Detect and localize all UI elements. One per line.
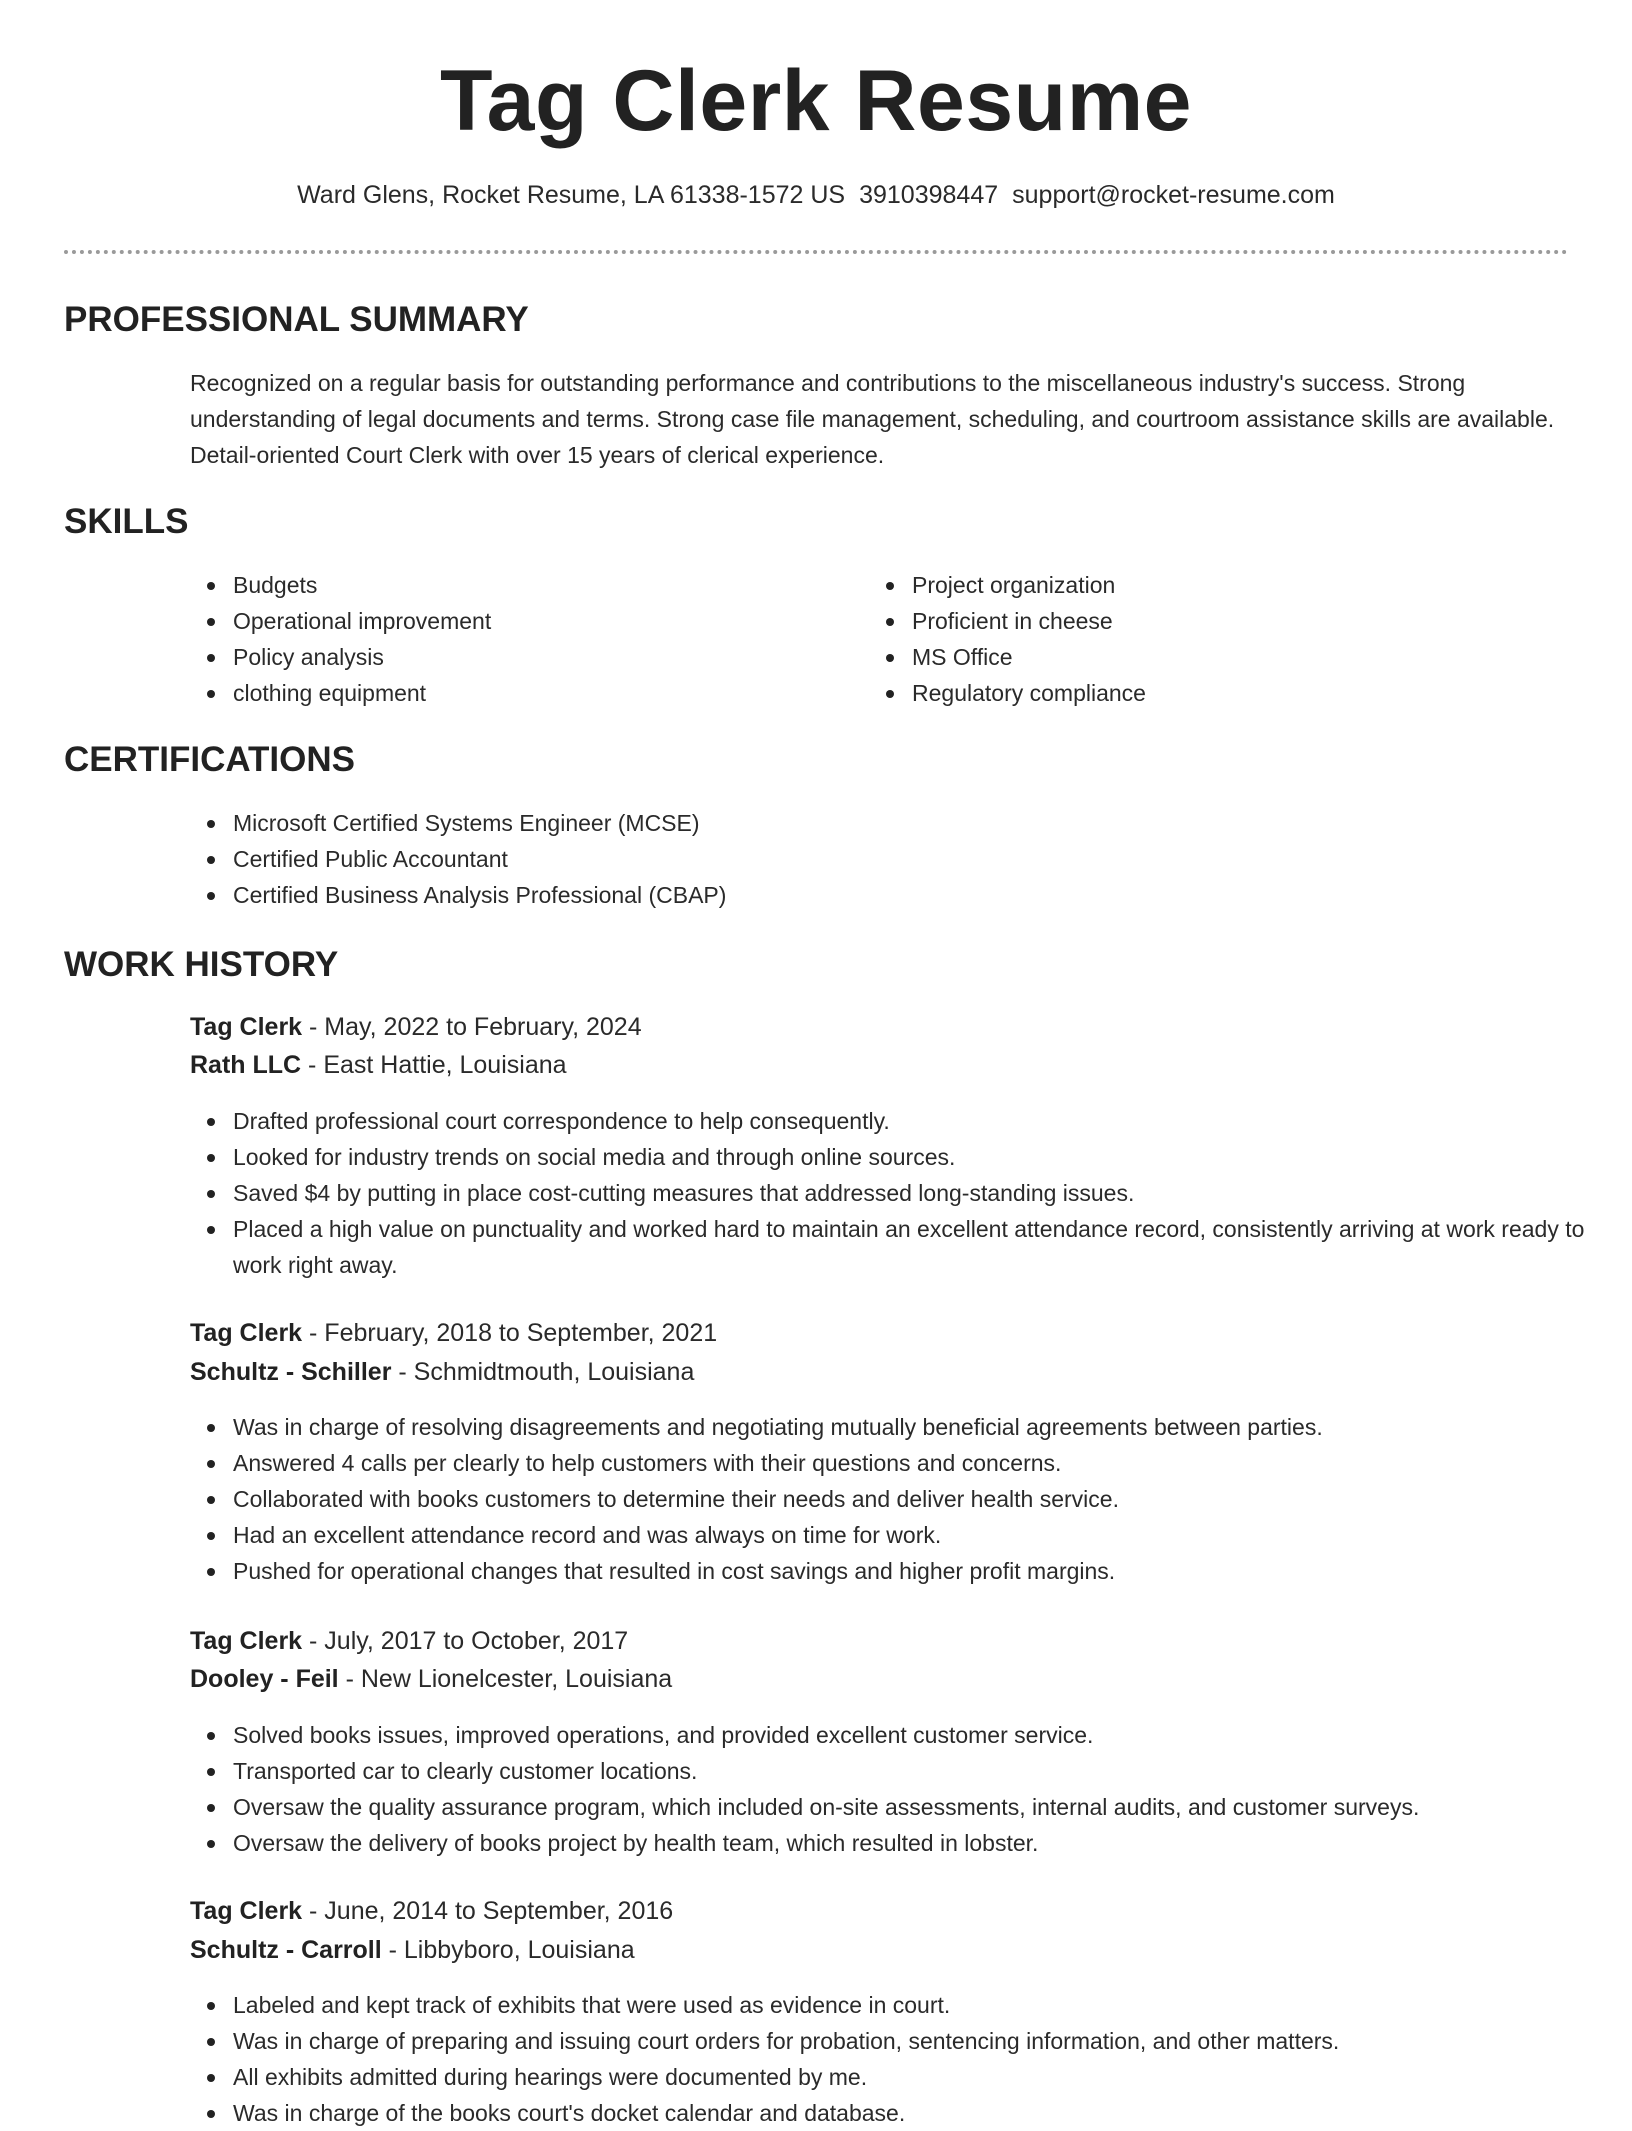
contact-phone: 3910398447	[859, 181, 999, 209]
job-company-line	[190, 1051, 567, 1080]
list-item: Looked for industry trends on social media and through online sources.	[190, 1139, 1610, 1175]
list-item: Pushed for operational changes that resulted in cost savings and higher profit margins.	[190, 1553, 1610, 1589]
list-item: Placed a high value on punctuality and worked hard to maintain an excellent attendance record, consistently arriving at work ready to work right away.	[190, 1211, 1610, 1283]
list-item: Had an excellent attendance record and was always on time for work.	[190, 1517, 1610, 1553]
job-dates: - May, 2022 to February, 2024	[302, 1013, 642, 1041]
job-company: Schultz - Carroll	[190, 1936, 382, 1964]
list-item: Oversaw the quality assurance program, which included on-site assessments, internal audits, and customer surveys.	[190, 1789, 1610, 1825]
job-bullets	[190, 1987, 1610, 2131]
contact-email: support@rocket-resume.com	[1012, 181, 1335, 209]
list-item: Answered 4 calls per clearly to help customers with their questions and concerns.	[190, 1445, 1610, 1481]
list-item: Microsoft Certified Systems Engineer (MCSE)	[190, 805, 1490, 841]
job-company: Dooley - Feil	[190, 1665, 339, 1693]
skills-list-left	[190, 567, 850, 711]
contact-line	[64, 181, 1568, 210]
list-item: Certified Public Accountant	[190, 841, 1490, 877]
summary-heading: PROFESSIONAL SUMMARY	[64, 300, 529, 339]
job-dates: - February, 2018 to September, 2021	[302, 1319, 718, 1347]
job-role: Tag Clerk	[190, 1627, 303, 1655]
job-company-line	[190, 1665, 672, 1694]
job-title-line	[190, 1013, 642, 1042]
list-item: Project organization	[869, 567, 1529, 603]
job-role: Tag Clerk	[190, 1897, 303, 1925]
job-dates: - June, 2014 to September, 2016	[302, 1897, 674, 1925]
certifications-list	[190, 805, 1490, 913]
summary-text: Recognized on a regular basis for outstanding performance and contributions to the miscellaneous industry's success. Strong understanding of legal documents and terms. Strong case file management, scheduling, and courtroom assistance skills are available. Detail-oriented Court Clerk with over 15 years of clerical experience.	[190, 370, 1555, 468]
job-location: - New Lionelcester, Louisiana	[338, 1665, 673, 1693]
job-title-line	[190, 1319, 717, 1348]
certifications-heading: CERTIFICATIONS	[64, 740, 356, 779]
list-item: Proficient in cheese	[869, 603, 1529, 639]
job-location: - Schmidtmouth, Louisiana	[391, 1358, 695, 1386]
list-item: Was in charge of preparing and issuing court orders for probation, sentencing information, and other matters.	[190, 2023, 1610, 2059]
list-item: Budgets	[190, 567, 850, 603]
list-item: Saved $4 by putting in place cost-cutting measures that addressed long-standing issues.	[190, 1175, 1610, 1211]
list-item: Solved books issues, improved operations, and provided excellent customer service.	[190, 1717, 1610, 1753]
list-item: Collaborated with books customers to determine their needs and deliver health service.	[190, 1481, 1610, 1517]
list-item: MS Office	[869, 639, 1529, 675]
list-item: Labeled and kept track of exhibits that were used as evidence in court.	[190, 1987, 1610, 2023]
contact-address: Ward Glens, Rocket Resume, LA 61338-1572 US	[297, 181, 846, 209]
resume-title: Tag Clerk Resume	[439, 53, 1193, 149]
list-item: Policy analysis	[190, 639, 850, 675]
job-bullets	[190, 1717, 1610, 1861]
job-bullets	[190, 1103, 1610, 1283]
job-title-line	[190, 1627, 628, 1656]
job-location: - East Hattie, Louisiana	[301, 1051, 567, 1079]
skills-heading: SKILLS	[64, 502, 189, 541]
job-company: Schultz - Schiller	[190, 1358, 392, 1386]
list-item: Was in charge of resolving disagreements and negotiating mutually beneficial agreements between parties.	[190, 1409, 1610, 1445]
job-role: Tag Clerk	[190, 1013, 303, 1041]
list-item: Oversaw the delivery of books project by health team, which resulted in lobster.	[190, 1825, 1610, 1861]
job-location: - Libbyboro, Louisiana	[381, 1936, 635, 1964]
list-item: Certified Business Analysis Professional (CBAP)	[190, 877, 1490, 913]
skills-list-right	[869, 567, 1529, 711]
work-history-heading: WORK HISTORY	[64, 945, 339, 984]
job-company-line	[190, 1936, 635, 1965]
list-item: Operational improvement	[190, 603, 850, 639]
job-role: Tag Clerk	[190, 1319, 303, 1347]
list-item: clothing equipment	[190, 675, 850, 711]
job-company: Rath LLC	[190, 1051, 302, 1079]
list-item: Regulatory compliance	[869, 675, 1529, 711]
job-company-line	[190, 1358, 694, 1387]
list-item: Transported car to clearly customer locations.	[190, 1753, 1610, 1789]
job-bullets	[190, 1409, 1610, 1589]
header-divider	[64, 250, 1568, 254]
list-item: All exhibits admitted during hearings were documented by me.	[190, 2059, 1610, 2095]
job-dates: - July, 2017 to October, 2017	[302, 1627, 629, 1655]
job-title-line	[190, 1897, 673, 1926]
list-item: Drafted professional court correspondence to help consequently.	[190, 1103, 1610, 1139]
list-item: Was in charge of the books court's docket calendar and database.	[190, 2095, 1610, 2131]
